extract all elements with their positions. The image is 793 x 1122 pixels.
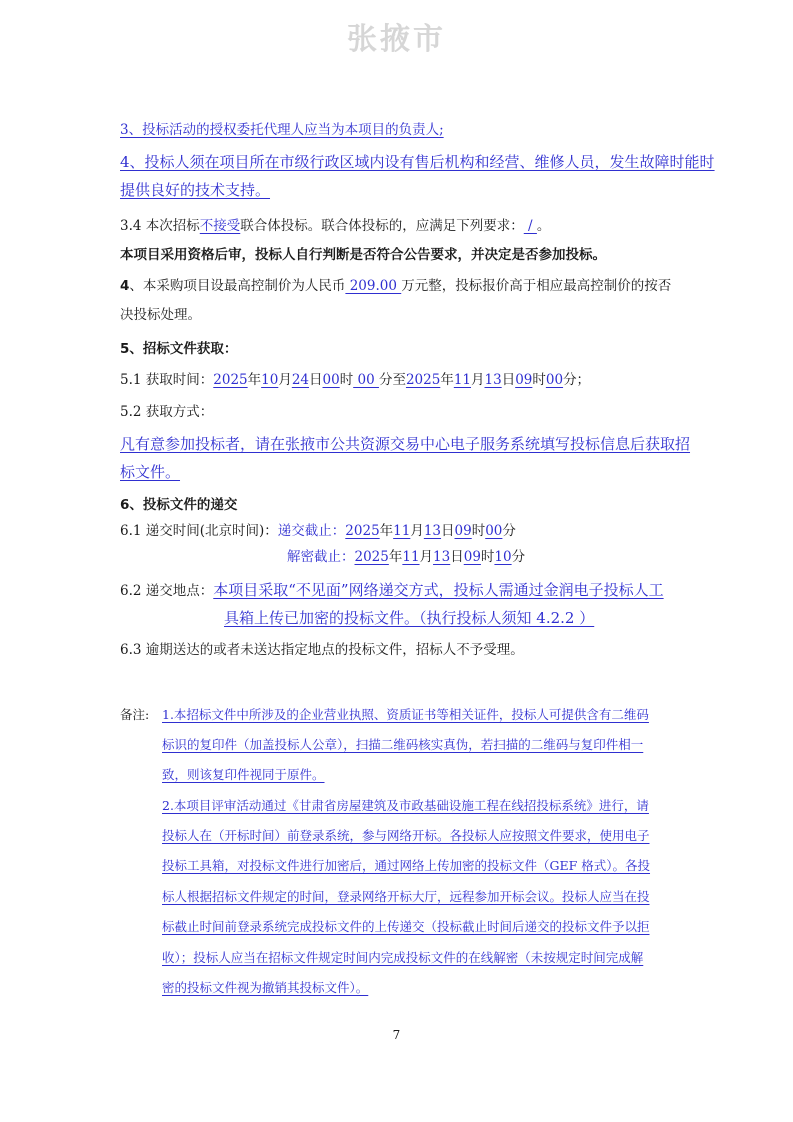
remark-2-line7: 密的投标文件视为撤销其投标文件）。 xyxy=(162,980,369,995)
unit-minute: 分 xyxy=(511,549,526,565)
start-month: 10 xyxy=(261,372,279,388)
decrypt-label: 解密截止： xyxy=(287,549,355,565)
remark-1-line1: 1.本招标文件中所涉及的企业营业执照、资质证书等相关证件，投标人可提供含有二维码 xyxy=(162,707,649,722)
unit-day: 日 xyxy=(450,549,464,565)
unit-hour: 时 xyxy=(471,523,486,539)
end-minute: 00 xyxy=(545,372,564,388)
section6-heading: 6、投标文件的递交 xyxy=(120,497,238,513)
acquire-time-label: 5.1 获取时间： xyxy=(120,372,214,388)
item-4-line2: 提供良好的技术支持。 xyxy=(120,181,271,199)
remark-2-line6: 收）；投标人应当在招标文件规定时间内完成投标文件的在线解密（未按规定时间完成解 xyxy=(162,950,644,965)
deadline-minute: 00 xyxy=(485,523,503,539)
page-number: 7 xyxy=(392,1028,401,1042)
unit-month: 月 xyxy=(410,523,424,539)
acquire-method-line2: 标文件。 xyxy=(120,463,181,481)
remark-1-line2: 标识的复印件（加盖投标人公章），扫描二维码核实真伪，若扫描的二维码与复印件相一 xyxy=(162,737,644,752)
start-minute: 00 xyxy=(353,372,379,388)
consortium-middle: 联合体投标。联合体投标的，应满足下列要求： xyxy=(240,218,524,234)
unit-day: 日 xyxy=(501,372,516,388)
unit-minute: 分 xyxy=(502,523,516,539)
decrypt-month: 11 xyxy=(402,549,420,565)
unit-year: 年 xyxy=(440,372,454,388)
decrypt-hour: 09 xyxy=(463,549,481,565)
end-hour: 09 xyxy=(515,372,533,388)
consortium-value: 不接受 xyxy=(199,218,241,234)
end-day: 13 xyxy=(484,372,502,388)
deadline-year: 2025 xyxy=(345,523,380,539)
item-3: 3、投标活动的授权委托代理人应当为本项目的负责人; xyxy=(120,122,444,138)
to-text: 分至 xyxy=(378,372,406,388)
unit-hour: 时 xyxy=(480,549,495,565)
deadline-month: 11 xyxy=(393,523,411,539)
unit-month: 月 xyxy=(419,549,434,565)
acquire-method-label: 5.2 获取方式： xyxy=(120,404,214,420)
start-day: 24 xyxy=(291,372,309,388)
end-month: 11 xyxy=(453,372,471,388)
unit-year: 年 xyxy=(388,549,403,565)
late-submission: 6.3 逾期送达的或者未送达指定地点的投标文件，招标人不予受理。 xyxy=(120,642,524,658)
submit-time-label: 6.1 递交时间(北京时间)： xyxy=(120,523,278,539)
submit-place xyxy=(120,580,664,600)
remarks-label: 备注: xyxy=(120,707,150,722)
decrypt-day: 13 xyxy=(433,549,451,565)
deadline-hour: 09 xyxy=(454,523,472,539)
deadline-day: 13 xyxy=(423,523,442,539)
consortium-requirement: / xyxy=(523,218,537,234)
decrypt-minute: 10 xyxy=(494,549,512,565)
start-year: 2025 xyxy=(213,372,248,388)
remark-2-line5: 标截止时间前登录系统完成投标文件的上传递交（投标截止时间后递交的投标文件予以拒 xyxy=(162,919,650,934)
unit-month: 月 xyxy=(471,372,485,388)
unit-hour: 时 xyxy=(532,372,546,388)
consortium-end: 。 xyxy=(536,218,551,234)
remark-1-line3: 致，则该复印件视同于原件。 xyxy=(162,767,325,782)
consortium-clause xyxy=(120,217,550,235)
start-hour: 00 xyxy=(322,372,340,388)
end-suffix: 分； xyxy=(563,372,591,388)
consortium-prefix: 3.4 本次招标 xyxy=(120,218,200,234)
acquire-time xyxy=(120,371,590,389)
submit-place-label: 6.2 递交地点： xyxy=(120,583,214,599)
remark-2-line4: 标人根据招标文件规定的时间，登录网络开标大厅，远程参加开标会议。投标人应当在投 xyxy=(162,889,650,904)
max-price-suffix: 万元整，投标报价高于相应最高控制价的按否 xyxy=(401,278,672,294)
qualification-note: 本项目采用资格后审，投标人自行判断是否符合公告要求，并决定是否参加投标。 xyxy=(120,247,606,263)
unit-day: 日 xyxy=(309,372,323,388)
end-year: 2025 xyxy=(405,372,441,388)
max-price-line1 xyxy=(120,277,671,295)
unit-year: 年 xyxy=(247,372,262,388)
max-price-number: 4 xyxy=(120,278,130,294)
acquire-method-line1: 凡有意参加投标者，请在张掖市公共资源交易中心电子服务系统填写投标信息后获取招 xyxy=(120,435,691,453)
max-price-prefix: 、本采购项目设最高控制价为人民币 xyxy=(129,278,346,294)
unit-year: 年 xyxy=(379,523,394,539)
max-price-line2: 决投标处理。 xyxy=(120,307,201,323)
remark-2-line1: 2.本项目评审活动通过《甘肃省房屋建筑及市政基础设施工程在线招投标系统》进行，请 xyxy=(162,798,649,813)
unit-month: 月 xyxy=(278,372,292,388)
decrypt-year: 2025 xyxy=(354,549,389,565)
remark-2-line3: 投标工具箱，对投标文件进行加密后，通过网络上传加密的投标文件（GEF 格式）。各投 xyxy=(162,858,651,873)
watermark: 张掖市 xyxy=(347,22,446,57)
item-4-line1: 4、投标人须在项目所在市级行政区域内设有售后机构和经营、维修人员，发生故障时能时 xyxy=(120,153,715,171)
max-price-amount: 209.00 xyxy=(345,278,402,294)
decrypt-time xyxy=(287,548,525,566)
deadline-label: 递交截止： xyxy=(277,523,346,539)
submit-place-line1: 本项目采取“不见面”网络递交方式，投标人需通过金润电子投标人工 xyxy=(213,581,664,599)
remark-2-line2: 投标人在（开标时间）前登录系统，参与网络开标。各投标人应按照文件要求，使用电子 xyxy=(162,828,650,843)
unit-hour: 时 xyxy=(339,372,354,388)
submit-place-line2: 具箱上传已加密的投标文件。（执行投标人须知 4.2.2 ） xyxy=(224,609,595,627)
section5-heading: 5、招标文件获取： xyxy=(120,341,238,357)
unit-day: 日 xyxy=(441,523,455,539)
submit-time xyxy=(120,522,516,540)
